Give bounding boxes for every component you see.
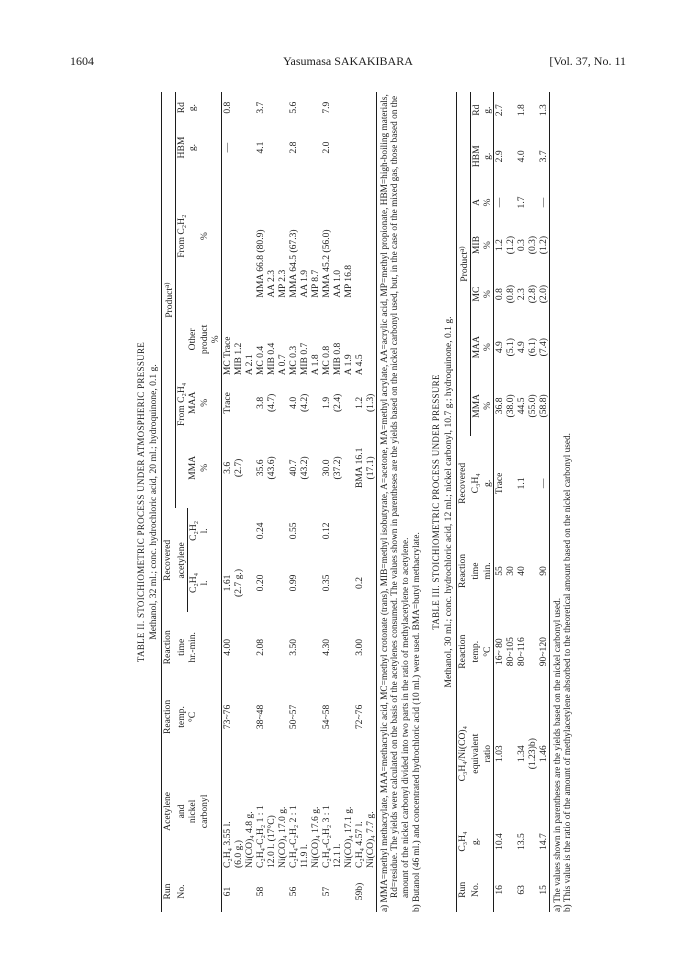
reaction-time: 4.00 <box>221 638 233 656</box>
yield-mc: 0.8 (0.8) <box>493 284 516 304</box>
residue: 3.7 <box>254 101 266 114</box>
other-product: MC Trace MIB 1.2 A 2.1 <box>221 336 255 376</box>
t3-col-g2: g. <box>481 479 493 487</box>
hbm: — <box>221 142 233 153</box>
table2-note-a: a) MMA=methyl methacrylate, MAA=methacrylic acid, MC=methyl crotonate (trans), MIB=methyl isobutyrate, A=acetone, MA=methyl acrylate, AA=acrylic acid, MP=methyl propionate, HBM=high-boiling materials, Rd=residue. The yields were calculated on the basis of the acetylenes consumed. The values shown in parentheses are the yields based on the nickel carbonyl used, but, in the case of the mixed gas, those based on the amount of the nickel carbonyl divided into two parts in the ratio of methylacetylene to acetylene. <box>379 94 412 912</box>
table-row <box>516 92 538 912</box>
col-c2h4: C₂H₄ <box>187 553 199 612</box>
col-l1: l. <box>198 580 210 586</box>
yield-maa: 4.0 (4.2) <box>287 393 310 413</box>
col-rd: Rd <box>176 92 188 123</box>
yield-mma: 40.7 (43.2) <box>287 456 310 480</box>
yield-mma: 44.5 (55.0) <box>515 394 538 418</box>
recovered-c3h4: — <box>537 478 549 489</box>
residue: 7.9 <box>320 101 332 114</box>
reaction-time: 4.30 <box>320 638 332 656</box>
c3h4-g: 14.7 <box>537 833 549 850</box>
table2-subtitle: Methanol, 32 ml.; conc. hydrochloric acid, 20 ml.; hydroquinone, 0.1 g. <box>148 364 159 640</box>
t3-col-a: A <box>470 184 482 220</box>
recovered-c2h2: 0.55 <box>287 522 299 540</box>
table2 <box>161 92 377 912</box>
col-acetylene: Acetylene <box>162 791 173 831</box>
yield-mc: 2.3 (2.8) <box>515 284 538 304</box>
reaction-temp: 50~57 <box>287 704 299 730</box>
reaction-temp: 16~ 80 80~105 <box>493 637 516 667</box>
table3-note-a: a) The values shown in parentheses are the yields based on the nickel carbonyl used. <box>552 597 563 912</box>
col-nickel: nickel <box>187 799 198 824</box>
t3-col-mc: MC <box>470 270 482 319</box>
col-acetylene2: acetylene <box>175 542 187 579</box>
other-product: A 4.5 <box>353 354 365 376</box>
col-temp: temp. <box>175 706 187 728</box>
t3-col-equiv: equivalent <box>470 733 482 774</box>
residue: 1.3 <box>537 104 549 117</box>
recovered-c2h4: 0.99 <box>287 574 299 592</box>
t3-col-time-unit: min. <box>481 562 493 580</box>
yield-mma: (58.8) <box>537 394 549 418</box>
running-author: Yasumasa SAKAKIBARA <box>283 54 413 68</box>
t3-col-c3h4: C₃H₄ <box>456 831 468 852</box>
reaction-temp: 72~76 <box>353 704 365 730</box>
from-c2h2-product: MMA 66.8 (80.9) AA 2.3 MP 2.3 <box>254 229 288 298</box>
col-reaction: Reaction <box>162 699 173 734</box>
t3-unit-rd: g. <box>481 106 493 114</box>
recovered-c2h4: 1.61 (2.7 g.) <box>221 568 244 597</box>
from-c2h2-product <box>354 172 377 301</box>
run-no: 56 <box>287 886 299 897</box>
table3-notes <box>553 92 575 912</box>
hbm: 2.9 <box>493 150 505 163</box>
col-time: time <box>175 638 187 656</box>
t3-col-recovered: Recovered <box>456 462 468 504</box>
t3-col-hbm: HBM <box>470 128 482 184</box>
col-no: No. <box>175 884 187 899</box>
other-product: MC 0.3 MIB 0.7 A 1.8 <box>287 342 321 376</box>
table-row <box>354 92 377 912</box>
reaction-time: 90 <box>537 566 549 576</box>
recovered-c2h4: 0.35 <box>320 574 332 592</box>
t3-col-no: No. <box>470 882 482 897</box>
col-l2: l. <box>198 528 210 534</box>
hbm: 4.1 <box>254 141 266 154</box>
col-hbm: HBM <box>176 123 188 171</box>
recovered-c3h4: Trace <box>493 472 505 495</box>
hbm: 4.0 <box>515 150 527 163</box>
recovered-c2h2: 0.12 <box>320 522 332 540</box>
t3-col-product: Product$^{a)}$ <box>457 246 470 282</box>
t3-unit-a: % <box>481 198 493 207</box>
acetylene-charge: C₂H₄-C₂H₂ 3 : 1 12.1 l. Ni(CO)₄ 17.1 g. <box>320 805 354 869</box>
col-mma: MMA <box>187 455 198 480</box>
equiv-ratio: 1.34 (1.23)b) <box>515 738 538 770</box>
col-maa-pct: % <box>198 398 210 407</box>
t3-col-ratio: C₃H₄/Ni(CO)₄ <box>456 726 468 782</box>
yield-maa: (7.4) <box>537 337 549 357</box>
reaction-time: 3.00 <box>353 638 365 656</box>
yield-mib: 1.2 (1.2) <box>493 235 516 255</box>
yield-a: 1.7 <box>515 196 527 209</box>
table-row <box>255 92 288 912</box>
other-product: MC 0.8 MIB 0.8 A 1.9 <box>320 342 354 376</box>
hbm: 2.0 <box>320 141 332 154</box>
from-c2h2-product <box>221 172 255 301</box>
volume-info: [Vol. 37, No. 11 <box>549 54 626 68</box>
t3-col-mib: MIB <box>470 221 482 270</box>
table-row <box>538 92 550 912</box>
recovered-c2h4: 0.20 <box>254 574 266 592</box>
reaction-temp: 80~116 <box>515 637 527 667</box>
reaction-time: 55 30 <box>493 566 516 576</box>
from-c2h2-product: MMA 64.5 (67.3) AA 1.9 MP 8.7 <box>287 229 321 298</box>
yield-a: — <box>537 197 549 208</box>
col-temp-unit: °C <box>187 711 198 723</box>
t3-col-mma: MMA <box>470 376 482 436</box>
page-header <box>70 54 626 70</box>
table2-notes <box>380 92 423 912</box>
table-row <box>493 92 516 912</box>
hbm <box>354 123 377 171</box>
t3-col-time: time <box>470 562 482 580</box>
col-c2h2: C₂H₂ <box>187 508 199 553</box>
run-no: 57 <box>320 886 332 897</box>
col-and: and <box>175 804 187 819</box>
residue: 2.7 <box>493 104 505 117</box>
yield-mc: (2.0) <box>537 284 549 304</box>
yield-maa: 4.9 (5.1) <box>493 337 516 357</box>
col-maa: MAA <box>187 391 198 415</box>
t3-col-temp: temp. <box>470 640 482 663</box>
col-other: Other <box>187 328 198 351</box>
from-c2h2-product: MMA 45.2 (56.0) AA 1.0 MP 16.8 <box>320 229 354 298</box>
acetylene-charge: C₂H₄-C₂H₂ 1 : 1 12.0 l. (17°C) Ni(CO)₄ 17.0 g. <box>254 805 288 869</box>
c3h4-g: 13.5 <box>515 833 527 850</box>
table-row <box>221 92 255 912</box>
yield-mma: 30.0 (37.2) <box>320 456 343 480</box>
yield-mma: BMA 16.1 (17.1) <box>353 447 376 489</box>
t3-unit-mib: % <box>481 241 493 250</box>
residue <box>354 92 377 123</box>
residue: 1.8 <box>515 104 527 117</box>
yield-mma: 35.6 (43.6) <box>254 456 277 480</box>
t3-col-run: Run <box>456 881 468 898</box>
yield-a: — <box>493 197 505 208</box>
t3-col-g: g. <box>470 837 482 846</box>
yield-mma: 36.8 (38.0) <box>493 394 516 418</box>
run-no: 63 <box>515 885 527 895</box>
table3-subtitle: Methanol, 30 ml.; conc. hydrochloric acid, 12 ml.; nickel carbonyl, 10.7 g.; hydroquinone, 0.1 g. <box>442 316 454 688</box>
acetylene-charge: C₂H₄ 4.57 l. Ni(CO)₄ 7.7 g. <box>353 811 376 869</box>
reaction-time: 40 <box>515 566 527 576</box>
table3-note-b: b) This value is the ratio of the amount of methylacetylene absorbed to the theoretical amount based on the nickel carbonyl used. <box>563 433 574 912</box>
table3-title: TABLE III. STOICHIOMETRIC PROCESS UNDER PRESSURE <box>430 374 441 630</box>
residue: 5.6 <box>287 101 299 114</box>
yield-mib: (1.2) <box>537 235 549 255</box>
reaction-temp: 73~76 <box>221 704 233 730</box>
yield-maa: 1.9 (2.4) <box>320 393 343 413</box>
yield-maa: Trace <box>221 392 233 414</box>
reaction-temp: 54~58 <box>320 704 332 730</box>
run-no: 16 <box>493 885 505 895</box>
t3-unit-mc: % <box>481 290 493 299</box>
col-from-c2h2: From C₂H₂ <box>176 172 188 301</box>
yield-mib: 0.3 (0.3) <box>515 235 538 255</box>
t3-col-rd: Rd <box>470 92 482 128</box>
recovered-c2h2 <box>221 508 255 553</box>
page-number: 1604 <box>70 54 94 68</box>
t3-col-reaction: Reaction <box>456 634 468 669</box>
col-c2h2-pct: % <box>198 232 210 241</box>
yield-mma: 3.6 (2.7) <box>221 458 244 478</box>
t3-unit-maa: % <box>481 343 493 352</box>
equiv-ratio: 1.03 <box>493 745 505 763</box>
run-no: 59b) <box>353 882 365 901</box>
col-other-product: product % <box>198 324 221 355</box>
col-hbm-unit: g. <box>187 143 198 152</box>
reaction-temp: 90~120 <box>537 637 549 667</box>
t3-unit-mma: % <box>481 401 493 410</box>
col-from-c2h4: From C₂H₄ <box>176 301 188 509</box>
yield-maa: 4.9 (6.1) <box>515 337 538 357</box>
hbm: 2.8 <box>287 141 299 154</box>
table3 <box>456 92 550 912</box>
t3-col-reaction2: Reaction <box>456 553 468 589</box>
residue: 0.8 <box>221 101 233 114</box>
col-run: Run <box>162 883 173 900</box>
col-rd-unit: g. <box>187 104 198 112</box>
reaction-time: 3.50 <box>287 638 299 656</box>
run-no: 61 <box>221 886 233 897</box>
table2-title: TABLE II. STOICHIOMETRIC PROCESS UNDER ATMOSPHERIC PRESSURE <box>136 341 146 663</box>
run-no: 15 <box>537 885 549 895</box>
table-row <box>288 92 321 912</box>
acetylene-charge: C₂H₄-C₂H₂ 2 : 1 11.9 l. Ni(CO)₄ 17.6 g. <box>287 805 321 869</box>
recovered-c3h4: 1.1 <box>515 477 527 490</box>
run-no: 58 <box>254 886 266 897</box>
recovered-c2h2 <box>354 508 377 553</box>
reaction-temp: 38~48 <box>254 704 266 730</box>
reaction-time: 2.08 <box>254 638 266 656</box>
equiv-ratio: 1.46 <box>537 745 549 763</box>
col-carbonyl: carbonyl <box>198 794 210 829</box>
col-time-unit: hr.-min. <box>187 632 198 663</box>
t3-col-c3h4b: C₃H₄ <box>470 473 482 494</box>
yield-maa: 3.8 (4.7) <box>254 393 277 413</box>
yield-maa: 1.2 (1.3) <box>353 393 376 413</box>
t3-col-temp-unit: °C <box>481 646 493 657</box>
table3-caption <box>431 92 454 912</box>
t3-unit-hbm: g. <box>481 152 493 160</box>
col-reaction2: Reaction <box>162 630 173 665</box>
rotated-content <box>136 92 616 912</box>
c3h4-g: 10.4 <box>493 833 505 850</box>
t3-col-maa: MAA <box>470 319 482 376</box>
table2-note-b: b) Butanol (46 ml.) and concentrated hydrochloric acid (10 ml.) were used. BMA=butyl methacrylate. <box>411 532 422 912</box>
hbm: 3.7 <box>537 150 549 163</box>
table2-caption <box>136 92 159 912</box>
other-product: MC 0.4 MIB 0.4 A 0.7 <box>254 342 288 376</box>
col-product: Product$^{a)}$ <box>163 282 175 318</box>
recovered-c2h4: 0.2 <box>353 576 365 589</box>
t3-col-ratio-c: ratio <box>481 744 493 763</box>
recovered-c2h2: 0.24 <box>254 522 266 540</box>
col-mma-pct: % <box>198 463 210 472</box>
acetylene-charge: C₂H₄ 3.55 l. (6.0 g.) Ni(CO)₄ 4.8 g. <box>221 811 255 869</box>
table-row <box>321 92 354 912</box>
col-recovered: Recovered <box>162 539 173 581</box>
